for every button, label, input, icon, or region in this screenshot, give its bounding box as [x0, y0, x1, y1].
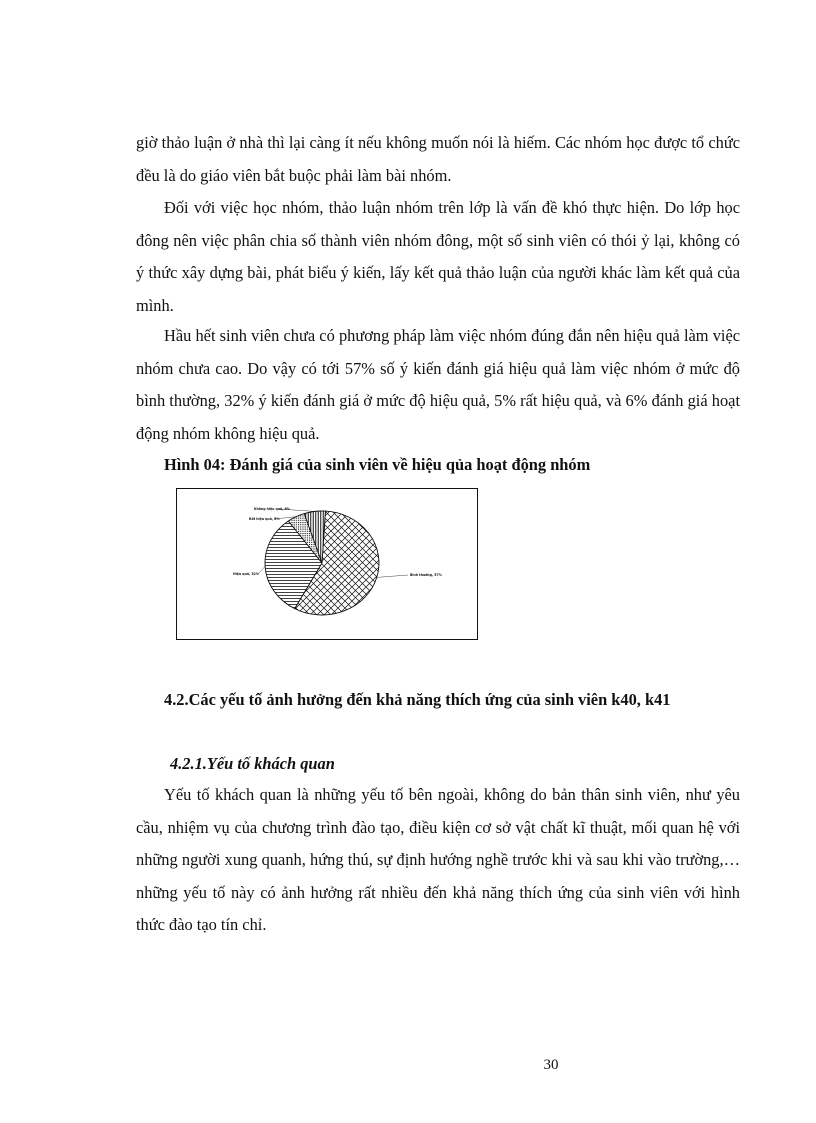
slice-hieu-qua-leader [258, 566, 265, 574]
subsection-heading: 4.2.1.Yếu tố khách quan [170, 754, 335, 773]
paragraph-1: giờ thảo luận ở nhà thì lại càng ít nếu không muốn nói là hiếm. Các nhóm học được tổ chức đều là do giáo viên bắt buộc phải làm bài nhóm. [136, 133, 740, 185]
slice-binh-thuong-label: Bình thường, 57% [410, 573, 442, 577]
slice-hieu-qua-label: Hiệu quả, 32% [233, 572, 259, 576]
slice-binh-thuong-leader [377, 575, 408, 577]
pie-chart-frame [176, 488, 478, 640]
page-number: 30 [543, 1057, 559, 1073]
paragraph-2: Đối với việc học nhóm, thảo luận nhóm trên lớp là vấn đề khó thực hiện. Do lớp học đông nên việc phân chia số thành viên nhóm đông, một số sinh viên có thói ỷ lại, không có ý thức xây dựng bài, phát biểu ý kiến, lấy kết quả thảo luận của người khác làm kết quả của mình. [136, 198, 740, 315]
slice-khong-hieu-qua-label: Không hiệu quả, 6% [254, 507, 290, 511]
slice-rat-hieu-qua-label: Rất hiệu quả, 5% [249, 517, 280, 521]
section-heading-text: 4.2.Các yếu tố ảnh hưởng đến khả năng thích ứng của sinh viên k40, k41 [164, 690, 671, 709]
figure-caption: Hình 04: Đánh giá của sinh viên về hiệu qủa hoạt động nhóm [164, 455, 591, 474]
section-heading [136, 684, 740, 716]
paragraph-4: Yếu tố khách quan là những yếu tố bên ngoài, không do bản thân sinh viên, như yêu cầu, nhiệm vụ của chương trình đào tạo, điều kiện cơ sở vật chất kĩ thuật, mối quan hệ với những người xung quanh, hứng thú, sự định hướng nghề trước khi và sau khi vào trường,…những yếu tố này có ảnh hưởng rất nhiều đến khả năng thích ứng của sinh viên với hình thức đào tạo tín chỉ. [136, 785, 740, 935]
pie-chart [177, 489, 477, 639]
paragraph-3: Hầu hết sinh viên chưa có phương pháp làm việc nhóm đúng đắn nên hiệu quả làm việc nhóm chưa cao. Do vậy có tới 57% số ý kiến đánh giá hiệu quả làm việc nhóm ở mức độ bình thường, 32% ý kiến đánh giá ở mức độ hiệu quả, 5% rất hiệu quả, và 6% đánh giá hoạt động nhóm không hiệu quả. [136, 326, 740, 443]
